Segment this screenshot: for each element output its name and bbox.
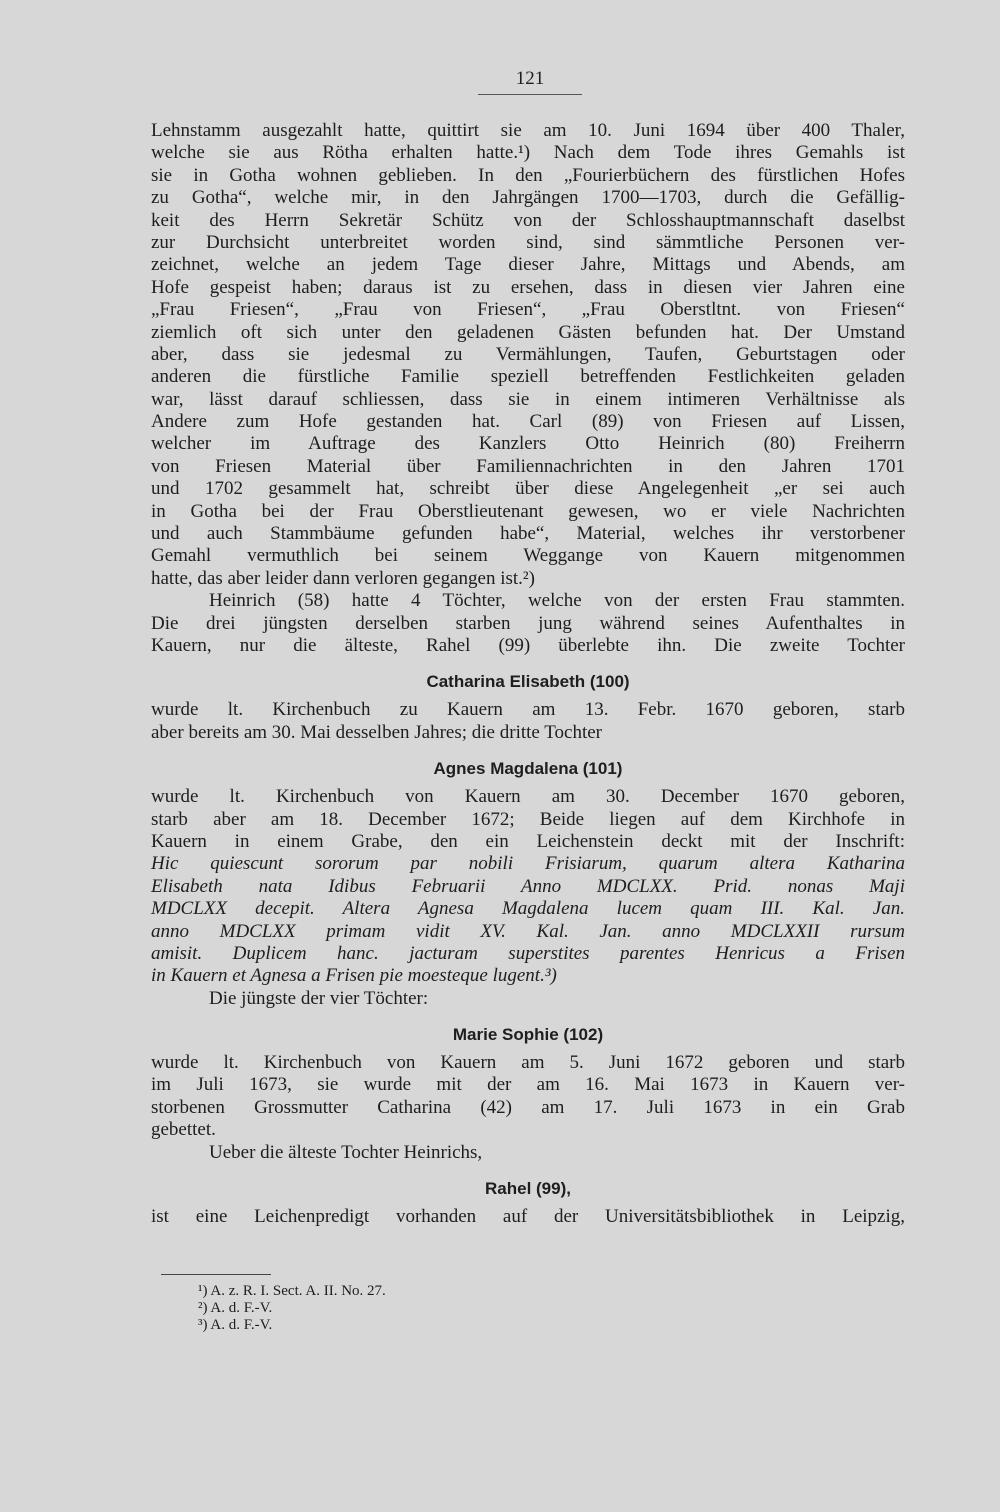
text-line: anderen die fürstliche Familie speziell betreffenden Festlichkeiten geladen [151,366,905,388]
text-line: Die jüngste der vier Töchter: [209,987,429,1009]
text-line: im Juli 1673, sie wurde mit der am 16. Mai 1673 in Kauern ver- [151,1074,905,1096]
latin-inscription-line: amisit. Duplicem hanc. jacturam superstites parentes Henricus a Frisen [151,942,905,964]
text-line: sie in Gotha wohnen geblieben. In den „Fourierbüchern des fürstlichen Hofes [151,164,905,186]
paragraph-agnes [151,786,905,1010]
text-line: aber bereits am 30. Mai desselben Jahres; die dritte Tochter [151,721,602,743]
section-heading-rahel: Rahel (99), [485,1179,571,1199]
text-line: Ueber die älteste Tochter Heinrichs, [209,1141,483,1163]
text-line: aber, dass sie jedesmal zu Vermählungen, Taufen, Geburtstagen oder [151,343,905,365]
paragraph-gotha [151,120,905,590]
footnotes [151,1283,905,1334]
text-line: keit des Herrn Sekretär Schütz von der Schlosshauptmannschaft daselbst [151,209,905,231]
latin-inscription-line: anno MDCLXX primam vidit XV. Kal. Jan. anno MDCLXXII rursum [151,920,905,942]
text-line: Heinrich (58) hatte 4 Töchter, welche von der ersten Frau stammten. [209,590,905,612]
latin-inscription-line: MDCLXX decepit. Altera Agnesa Magdalena lucem quam III. Kal. Jan. [151,898,905,920]
text-line: Andere zum Hofe gestanden hat. Carl (89) von Friesen auf Lissen, [151,411,905,433]
footnote: ²) A. d. F.-V. [198,1300,273,1317]
text-line: hatte, das aber leider dann verloren gegangen ist.²) [151,567,535,589]
text-line: in Gotha bei der Frau Oberstlieutenant gewesen, wo er viele Nachrichten [151,500,905,522]
text-line: Kauern, nur die älteste, Rahel (99) überlebte ihn. Die zweite Tochter [151,634,905,656]
text-line: und auch Stammbäume gefunden habe“, Material, welches ihr verstorbener [151,523,905,545]
text-line: starb aber am 18. December 1672; Beide liegen auf dem Kirchhofe in [151,808,905,830]
text-line: Gemahl vermuthlich bei seinem Weggange von Kauern mitgenommen [151,545,905,567]
page-number: 121 [478,68,582,95]
section-heading-agnes: Agnes Magdalena (101) [433,759,623,779]
text-line: Lehnstamm ausgezahlt hatte, quittirt sie am 10. Juni 1694 über 400 Thaler, [151,120,905,141]
latin-inscription-line: Elisabeth nata Idibus Februarii Anno MDCLXX. Prid. nonas Maji [151,875,905,897]
footnote: ³) A. d. F.-V. [198,1317,273,1334]
text-line: welche sie aus Rötha erhalten hatte.¹) Nach dem Tode ihres Gemahls ist [151,142,905,164]
text-line: wurde lt. Kirchenbuch von Kauern am 5. Juni 1672 geboren und starb [151,1052,905,1074]
text-line: ziemlich oft sich unter den geladenen Gästen befunden hat. Der Umstand [151,321,905,343]
text-line: Hofe gespeist haben; daraus ist zu ersehen, dass in diesen vier Jahren eine [151,276,905,298]
section-heading-marie: Marie Sophie (102) [452,1025,604,1045]
text-line: gebettet. [151,1119,216,1141]
text-line: war, lässt darauf schliessen, dass sie in einem intimeren Verhältnisse als [151,388,905,410]
paragraph-toechter [151,590,905,657]
text-line: Kauern in einem Grabe, den ein Leichenstein deckt mit der Inschrift: [151,830,905,852]
latin-inscription-line: in Kauern et Agnesa a Frisen pie moesteque lugent.³) [151,965,557,987]
text-line: wurde lt. Kirchenbuch von Kauern am 30. December 1670 geboren, [151,786,905,808]
text-line: Die drei jüngsten derselben starben jung während seines Aufenthaltes in [151,612,905,634]
text-line: zu Gotha“, welche mir, in den Jahrgängen 1700—1703, durch die Gefällig- [151,187,905,209]
text-line: zeichnet, welche an jedem Tage dieser Jahre, Mittags und Abends, am [151,254,905,276]
paragraph-catharina [151,699,905,744]
text-line: welcher im Auftrage des Kanzlers Otto Heinrich (80) Freiherrn [151,433,905,455]
text-line: und 1702 gesammelt hat, schreibt über diese Angelegenheit „er sei auch [151,478,905,500]
text-line: storbenen Grossmutter Catharina (42) am 17. Juli 1673 in ein Grab [151,1096,905,1118]
section-heading-catharina: Catharina Elisabeth (100) [426,672,630,692]
footnote-rule [161,1274,271,1275]
latin-inscription-line: Hic quiescunt sororum par nobili Frisiarum, quarum altera Katharina [151,853,905,875]
text-line: von Friesen Material über Familiennachrichten in den Jahren 1701 [151,455,905,477]
footnote: ¹) A. z. R. I. Sect. A. II. No. 27. [198,1283,386,1300]
text-line: wurde lt. Kirchenbuch zu Kauern am 13. Febr. 1670 geboren, starb [151,699,905,721]
page-body [151,120,905,1334]
text-line: „Frau Friesen“, „Frau von Friesen“, „Frau Oberstltnt. von Friesen“ [151,299,905,321]
text-line: zur Durchsicht unterbreitet worden sind, sind sämmtliche Personen ver- [151,231,905,253]
paragraph-marie [151,1052,905,1164]
text-line: ist eine Leichenpredigt vorhanden auf der Universitätsbibliothek in Leipzig, [151,1206,905,1228]
